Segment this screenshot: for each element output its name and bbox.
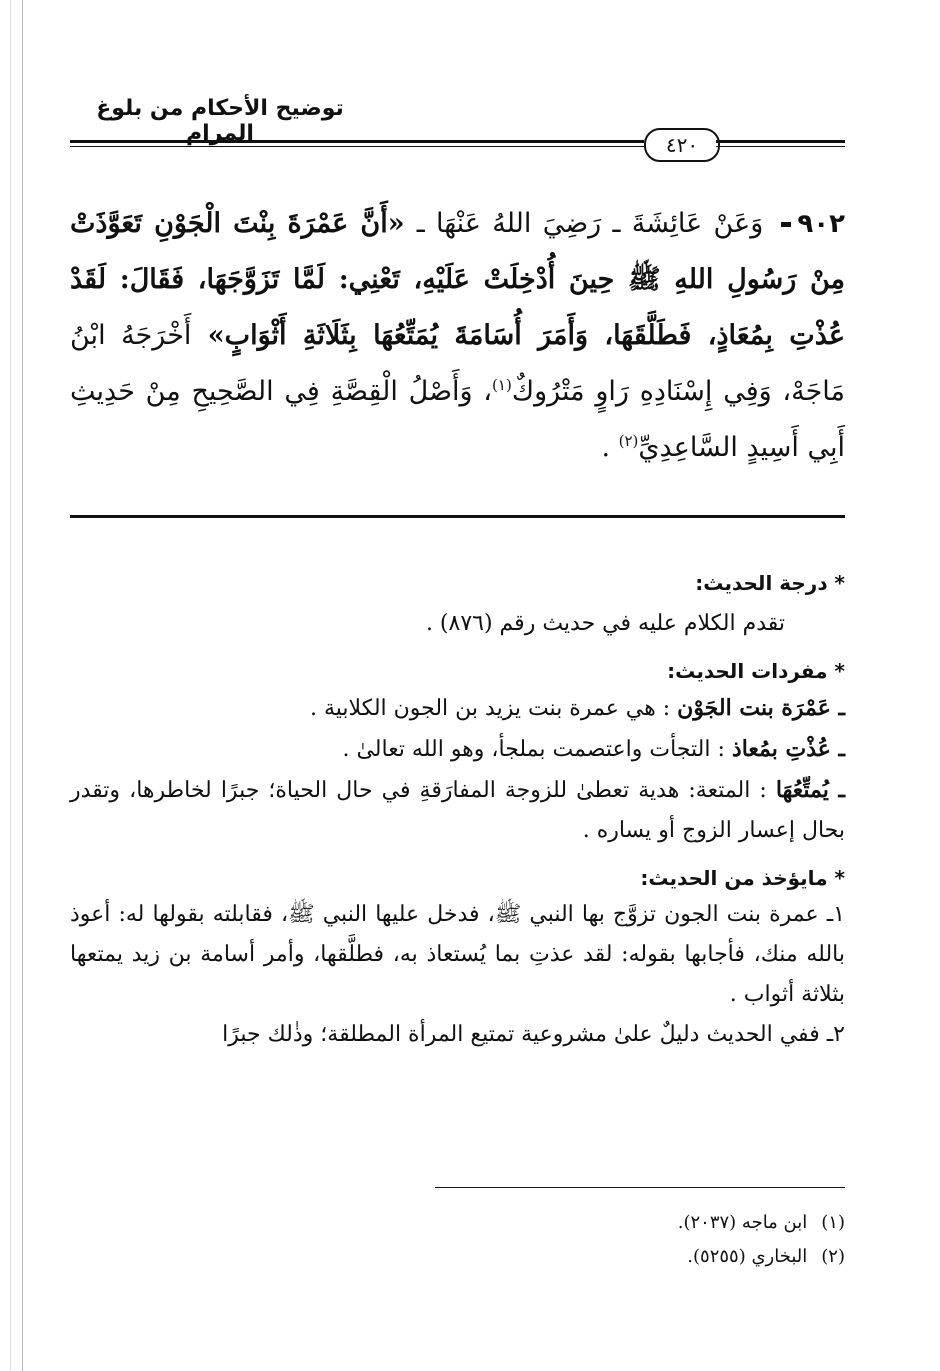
hadith-source: أَخْرَجَهُ ابْنُ مَاجَهْ، وَفِي إِسْنَادِهِ رَاوٍ مَتْرُوكٌ: [70, 320, 845, 407]
hadith-main: «أَنَّ عَمْرَةَ بِنْتَ الْجَوْنِ تَعَوَّذَتْ مِنْ رَسُولِ اللهِ ﷺ حِينَ أُدْخِلَتْ عَلَيْهِ، تَعْنِي: لَمَّا تَزَوَّجَهَا، فَقَالَ: لَقَدْ عُذْتِ بِمُعَاذٍ، فَطَلَّقَهَا، وَأَمَرَ أُسَامَةَ يُمَتِّعُهَا بِثَلَاثَةِ أَثْوَابٍ»: [70, 208, 845, 351]
vocabulary-term: ـ عُذْتِ بمُعاذ: [731, 736, 845, 762]
vocabulary-item: [70, 688, 845, 729]
vocabulary-term: ـ عَمْرَة بنت الجَوْن: [677, 695, 845, 721]
scan-edge-line: [22, 0, 23, 1371]
hadith-intro: وَعَنْ عَائِشَةَ ـ رَضِيَ اللهُ عَنْهَا ـ: [416, 208, 764, 239]
footnote-number: (٢): [821, 1246, 845, 1267]
lesson-text: عمرة بنت الجون تزوَّج بها النبي ﷺ، فدخل عليها النبي ﷺ، فقابلته بقولها له: أعوذ بالله منك، فأجابها بقوله: لقد عذتِ بما يُستعاذ به، فطلَّقها، وأمر أسامة بن زيد يمتعها بثلاثة أثواب .: [70, 902, 845, 1007]
scan-edge-line: [10, 0, 11, 1371]
degree-text: تقدم الكلام عليه في حديث رقم (٨٧٦) .: [425, 611, 785, 636]
footnote: [435, 1240, 845, 1274]
section-divider: [70, 515, 845, 518]
section-heading: * مفردات الحديث:: [667, 659, 845, 683]
hadith-text: [70, 196, 845, 476]
footnote: [435, 1206, 845, 1240]
header-rule: [70, 140, 644, 147]
hadith-dash: [781, 222, 791, 227]
lesson-text: ففي الحديث دليلٌ علىٰ مشروعية تمتيع المرأة المطلقة؛ وذٰلك جبرًا: [222, 1022, 820, 1047]
footnote-ref: (١): [492, 376, 512, 394]
footnote-number: (١): [821, 1212, 845, 1233]
footnote-text: ابن ماجه (٢٠٣٧).: [677, 1212, 808, 1233]
footnote-divider: [435, 1187, 845, 1188]
footnote-ref: (٢): [618, 432, 639, 450]
vocabulary-definition: : هي عمرة بنت يزيد بن الجون الكلابية .: [310, 696, 671, 721]
vocabulary-definition: : التجأت واعتصمت بملجأ، وهو الله تعالىٰ .: [342, 737, 725, 762]
lessons-section: [70, 861, 845, 1055]
footnote-text: البخاري (٥٢٥٥).: [687, 1246, 808, 1267]
section-heading: * درجة الحديث:: [695, 571, 845, 595]
section-heading: * مايؤخذ من الحديث:: [640, 866, 845, 890]
degree-section: [70, 566, 845, 644]
vocabulary-definition: : المتعة: هدية تعطىٰ للزوجة المفارَقةِ في حال الحياة؛ جبرًا لخاطرها، وتقدر بحال إعسار الزوج أو يساره .: [70, 778, 845, 843]
lesson-item: [70, 1015, 845, 1055]
running-title: توضيح الأحكام من بلوغ المرام: [96, 96, 344, 146]
page-number: ٤٢٠: [644, 128, 720, 162]
footnotes: [435, 1206, 845, 1274]
vocabulary-item: [70, 770, 845, 851]
lesson-number: ٢ـ: [826, 1022, 845, 1047]
vocabulary-item: [70, 729, 845, 770]
page-header: [70, 96, 845, 156]
header-rule: [716, 140, 845, 147]
lesson-item: [70, 895, 845, 1015]
commentary: [70, 566, 845, 1065]
hadith-number: ٩٠٢: [797, 209, 845, 239]
lesson-number: ١ـ: [826, 902, 845, 927]
vocabulary-term: ـ يُمتِّعُهَا: [775, 777, 845, 803]
hadith-end: .: [601, 432, 619, 463]
vocabulary-section: [70, 654, 845, 851]
hadith-source: ، وَأَصْلُ الْقِصَّةِ فِي الصَّحِيحِ مِنْ حَدِيثِ أَبِي أَسِيدٍ السَّاعِدِيِّ: [70, 376, 845, 463]
